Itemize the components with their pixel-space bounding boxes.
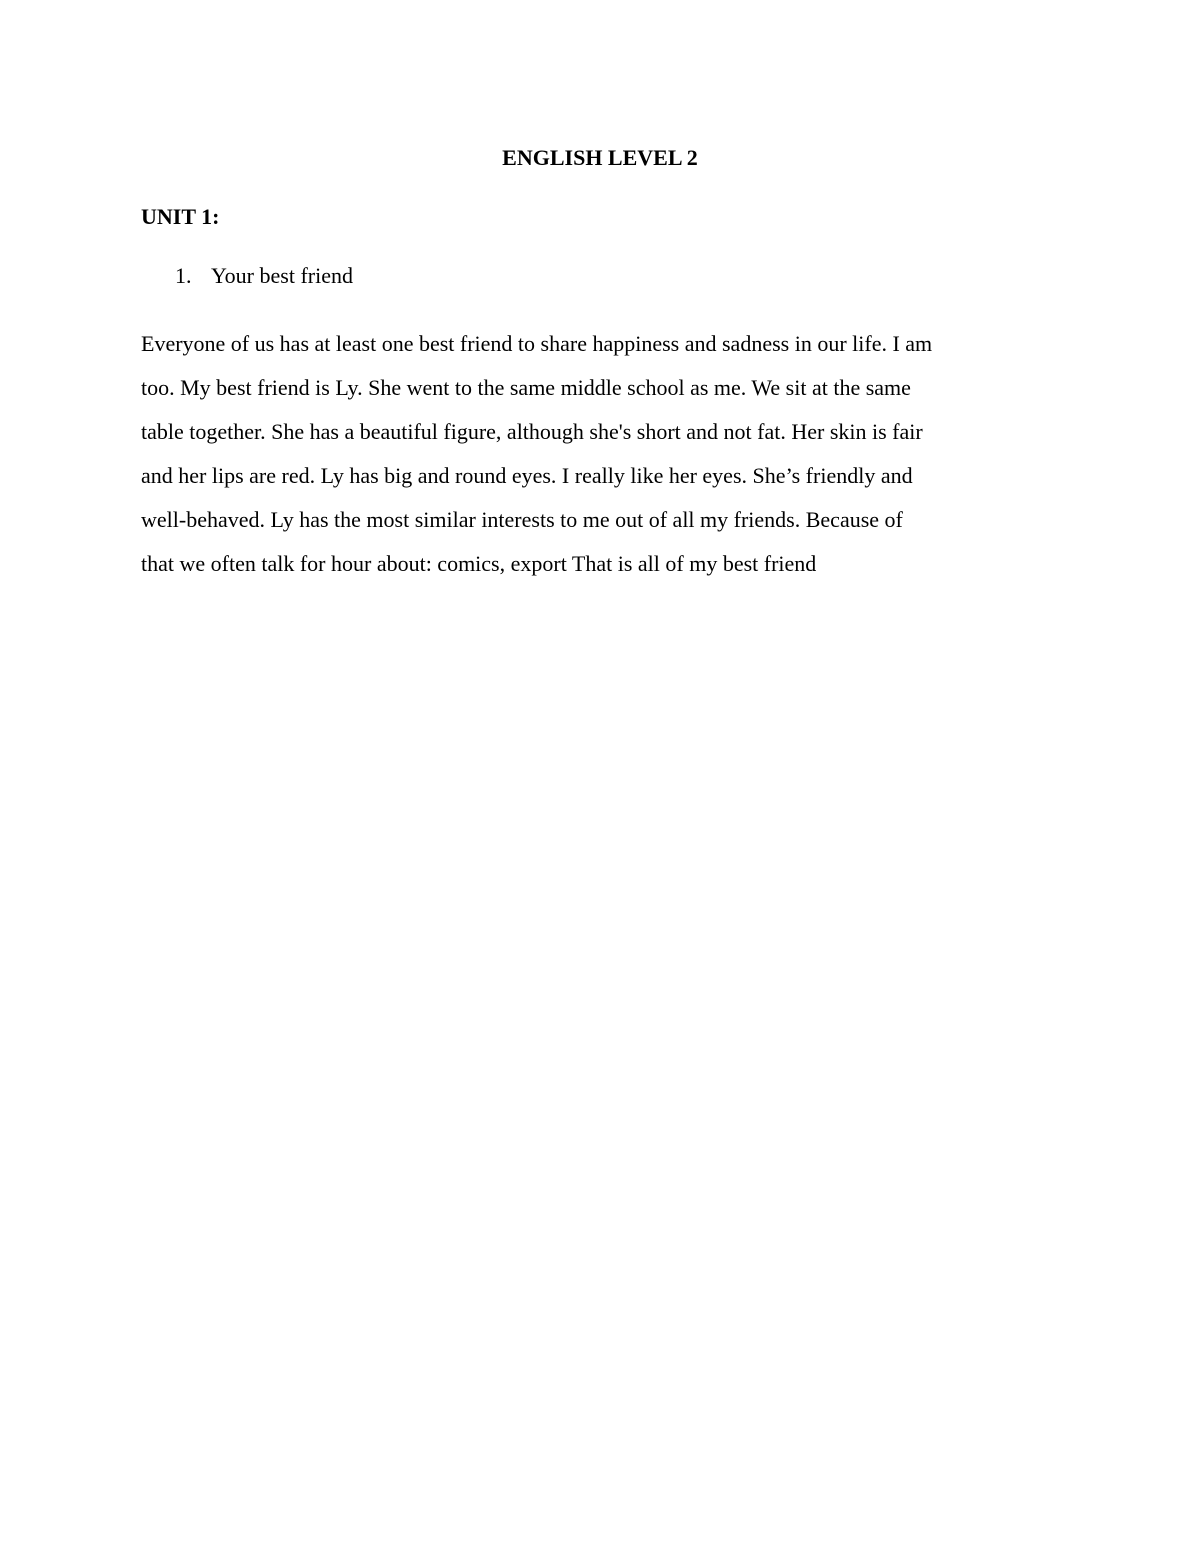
paragraph-line: table together. She has a beautiful figure, although she's short and not fat. Her skin is fair xyxy=(141,419,923,444)
paragraph-line: and her lips are red. Ly has big and round eyes. I really like her eyes. She’s friendly and xyxy=(141,463,913,488)
unit-heading: UNIT 1: xyxy=(141,204,220,229)
paragraph-line: well-behaved. Ly has the most similar interests to me out of all my friends. Because of xyxy=(141,507,903,532)
body-paragraph xyxy=(141,322,1071,586)
paragraph-line: Everyone of us has at least one best friend to share happiness and sadness in our life. I am xyxy=(141,331,933,356)
paragraph-line: that we often talk for hour about: comics, export That is all of my best friend xyxy=(141,551,817,576)
list-item-number: 1. xyxy=(175,263,192,288)
document-title: ENGLISH LEVEL 2 xyxy=(502,145,698,170)
paragraph-line: too. My best friend is Ly. She went to the same middle school as me. We sit at the same xyxy=(141,375,911,400)
list-item xyxy=(175,261,353,291)
list-item-text: Your best friend xyxy=(211,263,353,288)
